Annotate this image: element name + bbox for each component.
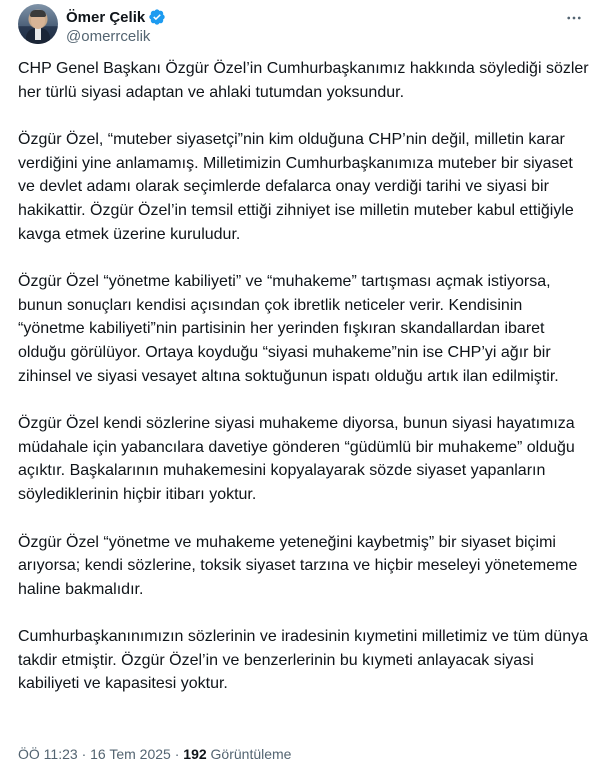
tweet-meta xyxy=(18,746,291,762)
tweet-paragraph: Cumhurbaşkanınımızın sözlerinin ve iradesinin kıymetini milletimiz ve tüm dünya takdir etmiştir. Özgür Özel’in ve benzerlerinin bu kıymeti anlayacak siyasi kabiliyeti ve kapasitesi yoktur. xyxy=(18,628,588,693)
views-count: 192 xyxy=(183,746,207,762)
tweet-paragraph: CHP Genel Başkanı Özgür Özel’in Cumhurbaşkanımız hakkında söylediği sözler her türlü siyasi adaptan ve ahlaki tutumdan yoksundur. xyxy=(18,60,589,101)
tweet-paragraph: Özgür Özel kendi sözlerine siyasi muhakeme diyorsa, bunun siyasi hayatımıza müdahale için yabancılara davetiye gönderen “güdümlü bir muhakeme” olduğu açıktır. Başkalarının muhakemesini kopyalayarak sözde siyaset yapanların söylediklerinin hiçbir itibarı yoktur. xyxy=(18,415,575,503)
more-icon[interactable] xyxy=(564,8,584,28)
name-row xyxy=(66,8,166,26)
user-handle[interactable]: @omerrcelik xyxy=(66,28,151,45)
display-name[interactable]: Ömer Çelik xyxy=(66,8,146,26)
verified-badge-icon xyxy=(148,8,166,26)
avatar-hair xyxy=(30,10,46,17)
avatar[interactable] xyxy=(18,4,58,44)
more-dots-icon xyxy=(565,9,583,27)
tweet-paragraph: Özgür Özel “yönetme ve muhakeme yeteneğini kaybetmiş” bir siyaset biçimi arıyorsa; kendi sözlerine, toksik siyaset tarzına ve hiçbir meseleyi yönetememe haline bakmalıdır. xyxy=(18,533,578,598)
meta-separator: · xyxy=(174,746,180,762)
tweet-paragraph: Özgür Özel, “muteber siyasetçi”nin kim olduğuna CHP’nin değil, milletin karar verdiğini yine anlamamış. Milletimizin Cumhurbaşkanımıza muteber bir siyaset ve devlet adamı olarak seçimlerde defalarca onay verdiği tarihi ve siyasi bir hakikattir. Özgür Özel’in temsil ettiği zihniyet ise milletin muteber kabul ettiğiyle kavga etmek üzerine kuruludur. xyxy=(18,131,574,243)
tweet-header xyxy=(18,4,588,48)
tweet-paragraph: Özgür Özel “yönetme kabiliyeti” ve “muhakeme” tartışması açmak istiyorsa, bunun sonuçları kendisi açısından çok ibretlik neticeler verir. Kendisinin “yönetme kabiliyeti”nin partisinin her yerinden fışkıran skandallardan ibaret olduğu görülüyor. Ortaya koyduğu “siyasi muhakeme”nin ise CHP’yi ağır bir zihinsel ve siyasi vesayet altına soktuğunun ispatı olduğu artık ilan edilmiştir. xyxy=(18,273,559,385)
tweet-time[interactable]: ÖÖ 11:23 xyxy=(18,746,78,762)
avatar-shirt xyxy=(35,28,41,40)
tweet-text xyxy=(18,57,590,696)
meta-separator: · xyxy=(81,746,87,762)
tweet-date[interactable]: 16 Tem 2025 xyxy=(90,746,171,762)
views-label: Görüntüleme xyxy=(210,746,292,762)
